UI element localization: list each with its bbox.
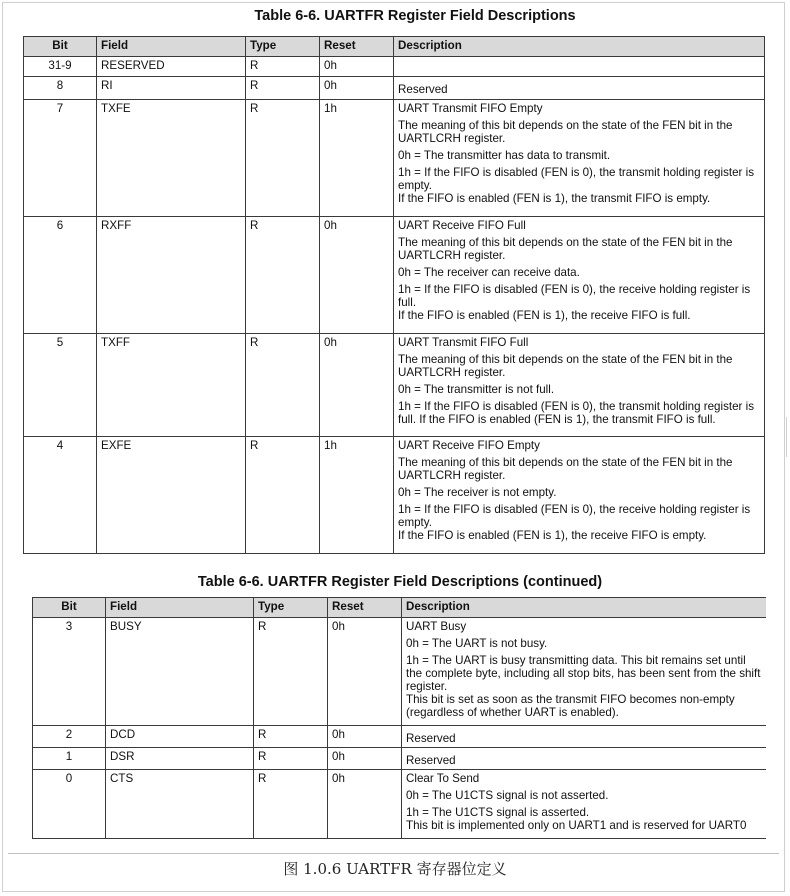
reset-cell: 0h [328,726,402,748]
reset-cell: 1h [320,100,394,217]
bit-cell: 7 [24,100,97,217]
field-cell: EXFE [97,437,246,554]
description-cell [394,77,765,100]
description-cell [402,748,766,770]
header-type: Type [254,598,328,618]
type-cell: R [246,217,320,334]
header-reset: Reset [328,598,402,618]
type-cell: R [254,618,328,726]
reset-cell: 0h [320,77,394,100]
table2-title: Table 6-6. UARTFR Register Field Descriptions (continued) [197,574,603,590]
field-cell: DCD [106,726,254,748]
description-text: UART Transmit FIFO Empty [398,102,543,115]
bit-cell: 5 [24,334,97,437]
reset-cell: 0h [320,217,394,334]
table-row [24,334,765,437]
description-text: 1h = If the FIFO is disabled (FEN is 0), the receive holding register is full. If the FIFO is enabled (FEN is 1), the receive FIFO is full. [398,283,751,322]
field-cell: RESERVED [97,57,246,77]
field-cell: RI [97,77,246,100]
description-text: UART Transmit FIFO Full [398,336,529,349]
description-text: UART Busy [406,620,467,633]
description-text: 0h = The transmitter has data to transmit. [398,149,611,162]
description-text: The meaning of this bit depends on the state of the FEN bit in the UARTLCRH register. [398,353,733,379]
table-row [33,618,766,726]
header-reset: Reset [320,37,394,57]
description-text: Reserved [398,83,448,96]
field-cell: RXFF [97,217,246,334]
table1-title: Table 6-6. UARTFR Register Field Descriptions [254,8,576,24]
type-cell: R [254,748,328,770]
description-text: 1h = If the FIFO is disabled (FEN is 0), the transmit holding register is full. If the FIFO is enabled (FEN is 1), the transmit FIFO is full. [398,400,755,426]
reset-cell: 0h [328,618,402,726]
figure-caption: 图 1.0.6 UARTFR 寄存器位定义 [283,860,507,878]
bit-cell: 31-9 [24,57,97,77]
field-cell: TXFF [97,334,246,437]
description-text: 1h = The UART is busy transmitting data. This bit remains set until the complete byte, including all stop bits, has been sent from the shift register. This bit is set as soon as the transmit FIFO becomes non-empty (regardless of whether UART is enabled). [406,654,761,719]
header-description: Description [402,598,766,618]
header-description: Description [394,37,765,57]
header-field: Field [97,37,246,57]
table-header-row [33,598,766,618]
description-text: 0h = The U1CTS signal is not asserted. [406,789,609,802]
type-cell: R [246,77,320,100]
description-cell [394,334,765,437]
table-row [33,770,766,839]
description-text: 0h = The receiver is not empty. [398,486,557,499]
description-cell [402,618,766,726]
field-cell: TXFE [97,100,246,217]
description-cell [394,100,765,217]
reset-cell: 0h [320,57,394,77]
description-text: The meaning of this bit depends on the state of the FEN bit in the UARTLCRH register. [398,456,733,482]
type-cell: R [254,770,328,839]
field-cell: BUSY [106,618,254,726]
bit-cell: 3 [33,618,106,726]
description-text: Reserved [406,732,456,745]
reset-cell: 1h [320,437,394,554]
table-row [24,437,765,554]
type-cell: R [246,57,320,77]
description-cell [402,726,766,748]
type-cell: R [246,334,320,437]
description-cell [394,217,765,334]
table-row [24,77,765,100]
table-header-row [24,37,765,57]
description-text: 1h = The U1CTS signal is asserted. This bit is implemented only on UART1 and is reserved for UART0 [406,806,747,832]
header-type: Type [246,37,320,57]
description-cell [394,57,765,77]
caption-separator [8,853,779,854]
description-text: 0h = The UART is not busy. [406,637,548,650]
description-cell [402,770,766,839]
header-bit: Bit [24,37,97,57]
field-cell: CTS [106,770,254,839]
description-text: 0h = The receiver can receive data. [398,266,580,279]
header-field: Field [106,598,254,618]
bit-cell: 1 [33,748,106,770]
reset-cell: 0h [320,334,394,437]
bit-cell: 0 [33,770,106,839]
register-table-1 [23,36,765,554]
type-cell: R [254,726,328,748]
page-edge-rule [786,417,787,457]
reset-cell: 0h [328,770,402,839]
header-bit: Bit [33,598,106,618]
description-text: Clear To Send [406,772,480,785]
bit-cell: 8 [24,77,97,100]
description-text: 1h = If the FIFO is disabled (FEN is 0), the receive holding register is empty. If the FIFO is enabled (FEN is 1), the receive FIFO is empty. [398,503,751,542]
type-cell: R [246,100,320,217]
reset-cell: 0h [328,748,402,770]
bit-cell: 2 [33,726,106,748]
field-cell: DSR [106,748,254,770]
description-text: 1h = If the FIFO is disabled (FEN is 0), the transmit holding register is empty. If the FIFO is enabled (FEN is 1), the transmit FIFO is empty. [398,166,755,205]
register-table-2 [32,597,766,839]
description-cell [394,437,765,554]
description-text: The meaning of this bit depends on the state of the FEN bit in the UARTLCRH register. [398,119,733,145]
table-row [24,57,765,77]
bit-cell: 6 [24,217,97,334]
bit-cell: 4 [24,437,97,554]
description-text: Reserved [406,754,456,767]
table-row [24,217,765,334]
description-text: UART Receive FIFO Full [398,219,526,232]
type-cell: R [246,437,320,554]
description-text: The meaning of this bit depends on the state of the FEN bit in the UARTLCRH register. [398,236,733,262]
table-row [33,726,766,748]
description-text: UART Receive FIFO Empty [398,439,540,452]
table-row [33,748,766,770]
table-row [24,100,765,217]
description-text: 0h = The transmitter is not full. [398,383,555,396]
